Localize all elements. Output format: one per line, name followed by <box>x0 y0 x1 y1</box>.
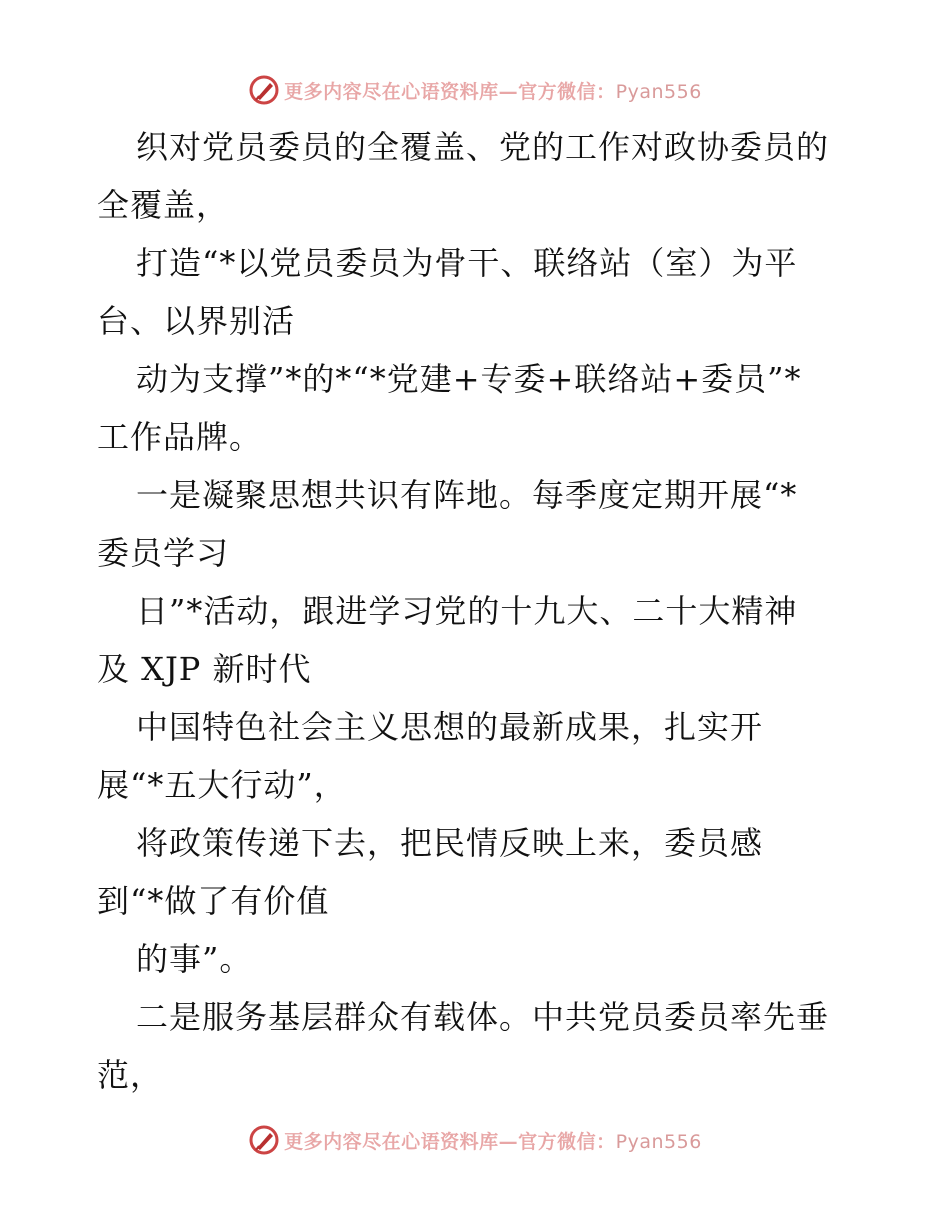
body-line: 委员学习 <box>97 534 230 572</box>
body-line: 的事”。 <box>136 940 253 978</box>
body-line: 工作品牌。 <box>97 418 263 456</box>
quill-logo-icon <box>248 1124 280 1156</box>
watermark-cn: 更多内容尽在心语资料库—官方微信： <box>284 1130 616 1153</box>
watermark-text <box>284 1127 702 1154</box>
body-line: 二是服务基层群众有载体。中共党员委员率先垂 <box>136 998 830 1036</box>
body-line: 一是凝聚思想共识有阵地。每季度定期开展“* <box>136 476 798 514</box>
watermark-wechat-id: Pyan556 <box>615 1130 702 1153</box>
body-line: 中国特色社会主义思想的最新成果，扎实开 <box>136 708 764 746</box>
watermark-wechat-id: Pyan556 <box>615 80 702 103</box>
body-line: 全覆盖， <box>97 186 230 224</box>
body-line: 范， <box>97 1056 164 1094</box>
body-line: 日”*活动，跟进学习党的十九大、二十大精神 <box>136 592 798 630</box>
body-line: 台、以界别活 <box>97 302 296 340</box>
watermark-cn: 更多内容尽在心语资料库—官方微信： <box>284 80 616 103</box>
footer-watermark <box>0 1120 950 1160</box>
body-line: 动为支撑”*的*“*党建+专委+联络站+委员”* <box>136 360 802 398</box>
body-line: 到“*做了有价值 <box>97 882 330 920</box>
body-line: 展“*五大行动”， <box>97 766 347 804</box>
body-line: 织对党员委员的全覆盖、党的工作对政协委员的 <box>136 128 830 166</box>
body-line: 将政策传递下去，把民情反映上来，委员感 <box>136 824 764 862</box>
body-line: 及 XJP 新时代 <box>97 650 312 688</box>
body-line: 打造“*以党员委员为骨干、联络站（室）为平 <box>136 244 798 282</box>
